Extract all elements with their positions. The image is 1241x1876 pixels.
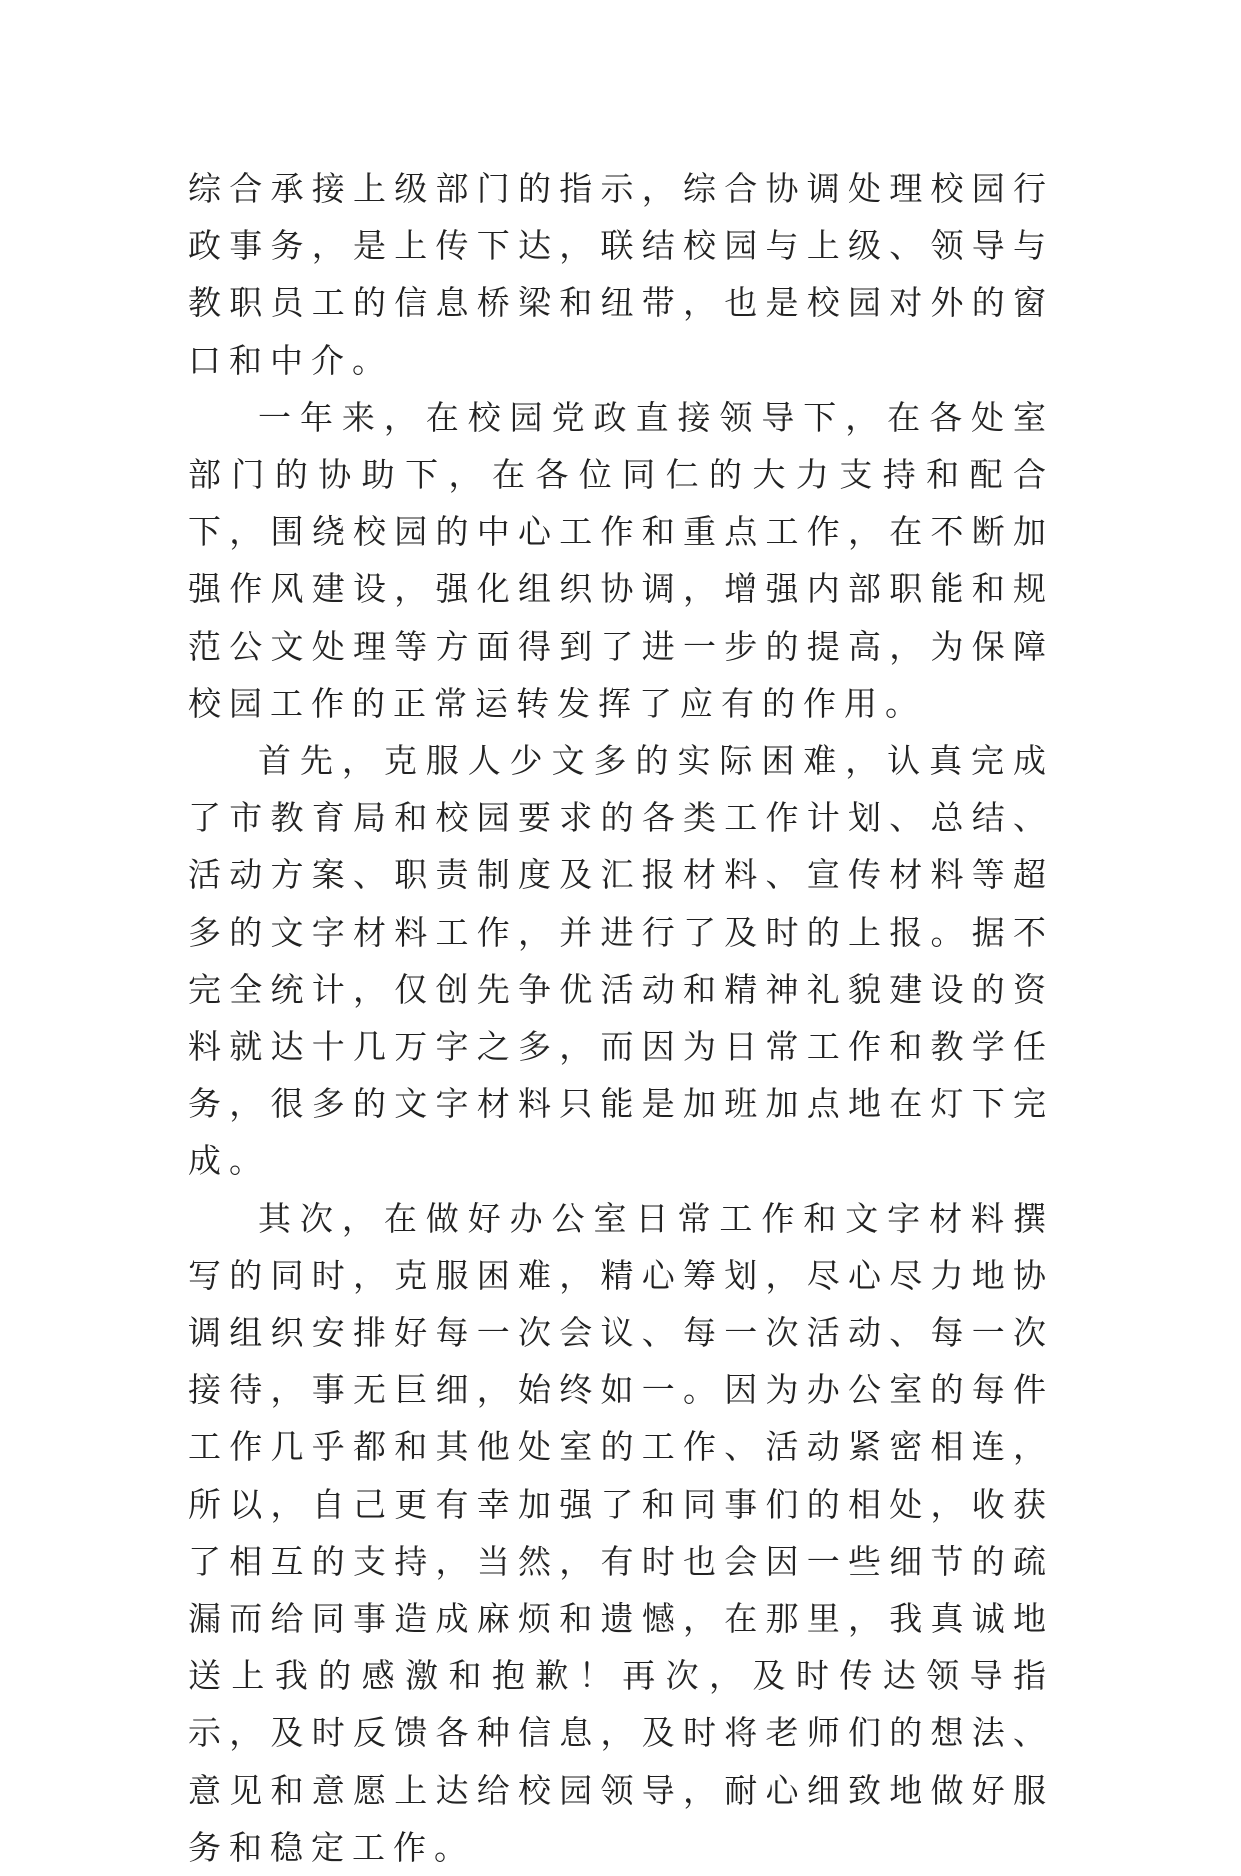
document-body: [188, 160, 1054, 1876]
paragraph-1: 综合承接上级部门的指示，综合协调处理校园行政事务，是上传下达，联结校园与上级、领导与教职员工的信息桥梁和纽带，也是校园对外的窗口和中介。: [188, 169, 1054, 380]
paragraph-2: 一年来，在校园党政直接领导下，在各处室部门的协助下，在各位同仁的大力支持和配合下，围绕校园的中心工作和重点工作，在不断加强作风建设，强化组织协调，增强内部职能和规范公文处理等方面得到了进一步的提高，为保障校园工作的正常运转发挥了应有的作用。: [188, 397, 1054, 723]
paragraph-3: 首先，克服人少文多的实际困难，认真完成了市教育局和校园要求的各类工作计划、总结、活动方案、职责制度及汇报材料、宣传材料等超多的文字材料工作，并进行了及时的上报。据不完全统计，仅创先争优活动和精神礼貌建设的资料就达十几万字之多，而因为日常工作和教学任务，很多的文字材料只能是加班加点地在灯下完成。: [188, 741, 1054, 1181]
paragraph-4: 其次，在做好办公室日常工作和文字材料撰写的同时，克服困难，精心筹划，尽心尽力地协调组织安排好每一次会议、每一次活动、每一次接待，事无巨细，始终如一。因为办公室的每件工作几乎都和其他处室的工作、活动紧密相连，所以，自己更有幸加强了和同事们的相处，收获了相互的支持，当然，有时也会因一些细节的疏漏而给同事造成麻烦和遗憾，在那里，我真诚地送上我的感激和抱歉！再次，及时传达领导指示，及时反馈各种信息，及时将老师们的想法、意见和意愿上达给校园领导，耐心细致地做好服务和稳定工作。: [188, 1198, 1054, 1867]
